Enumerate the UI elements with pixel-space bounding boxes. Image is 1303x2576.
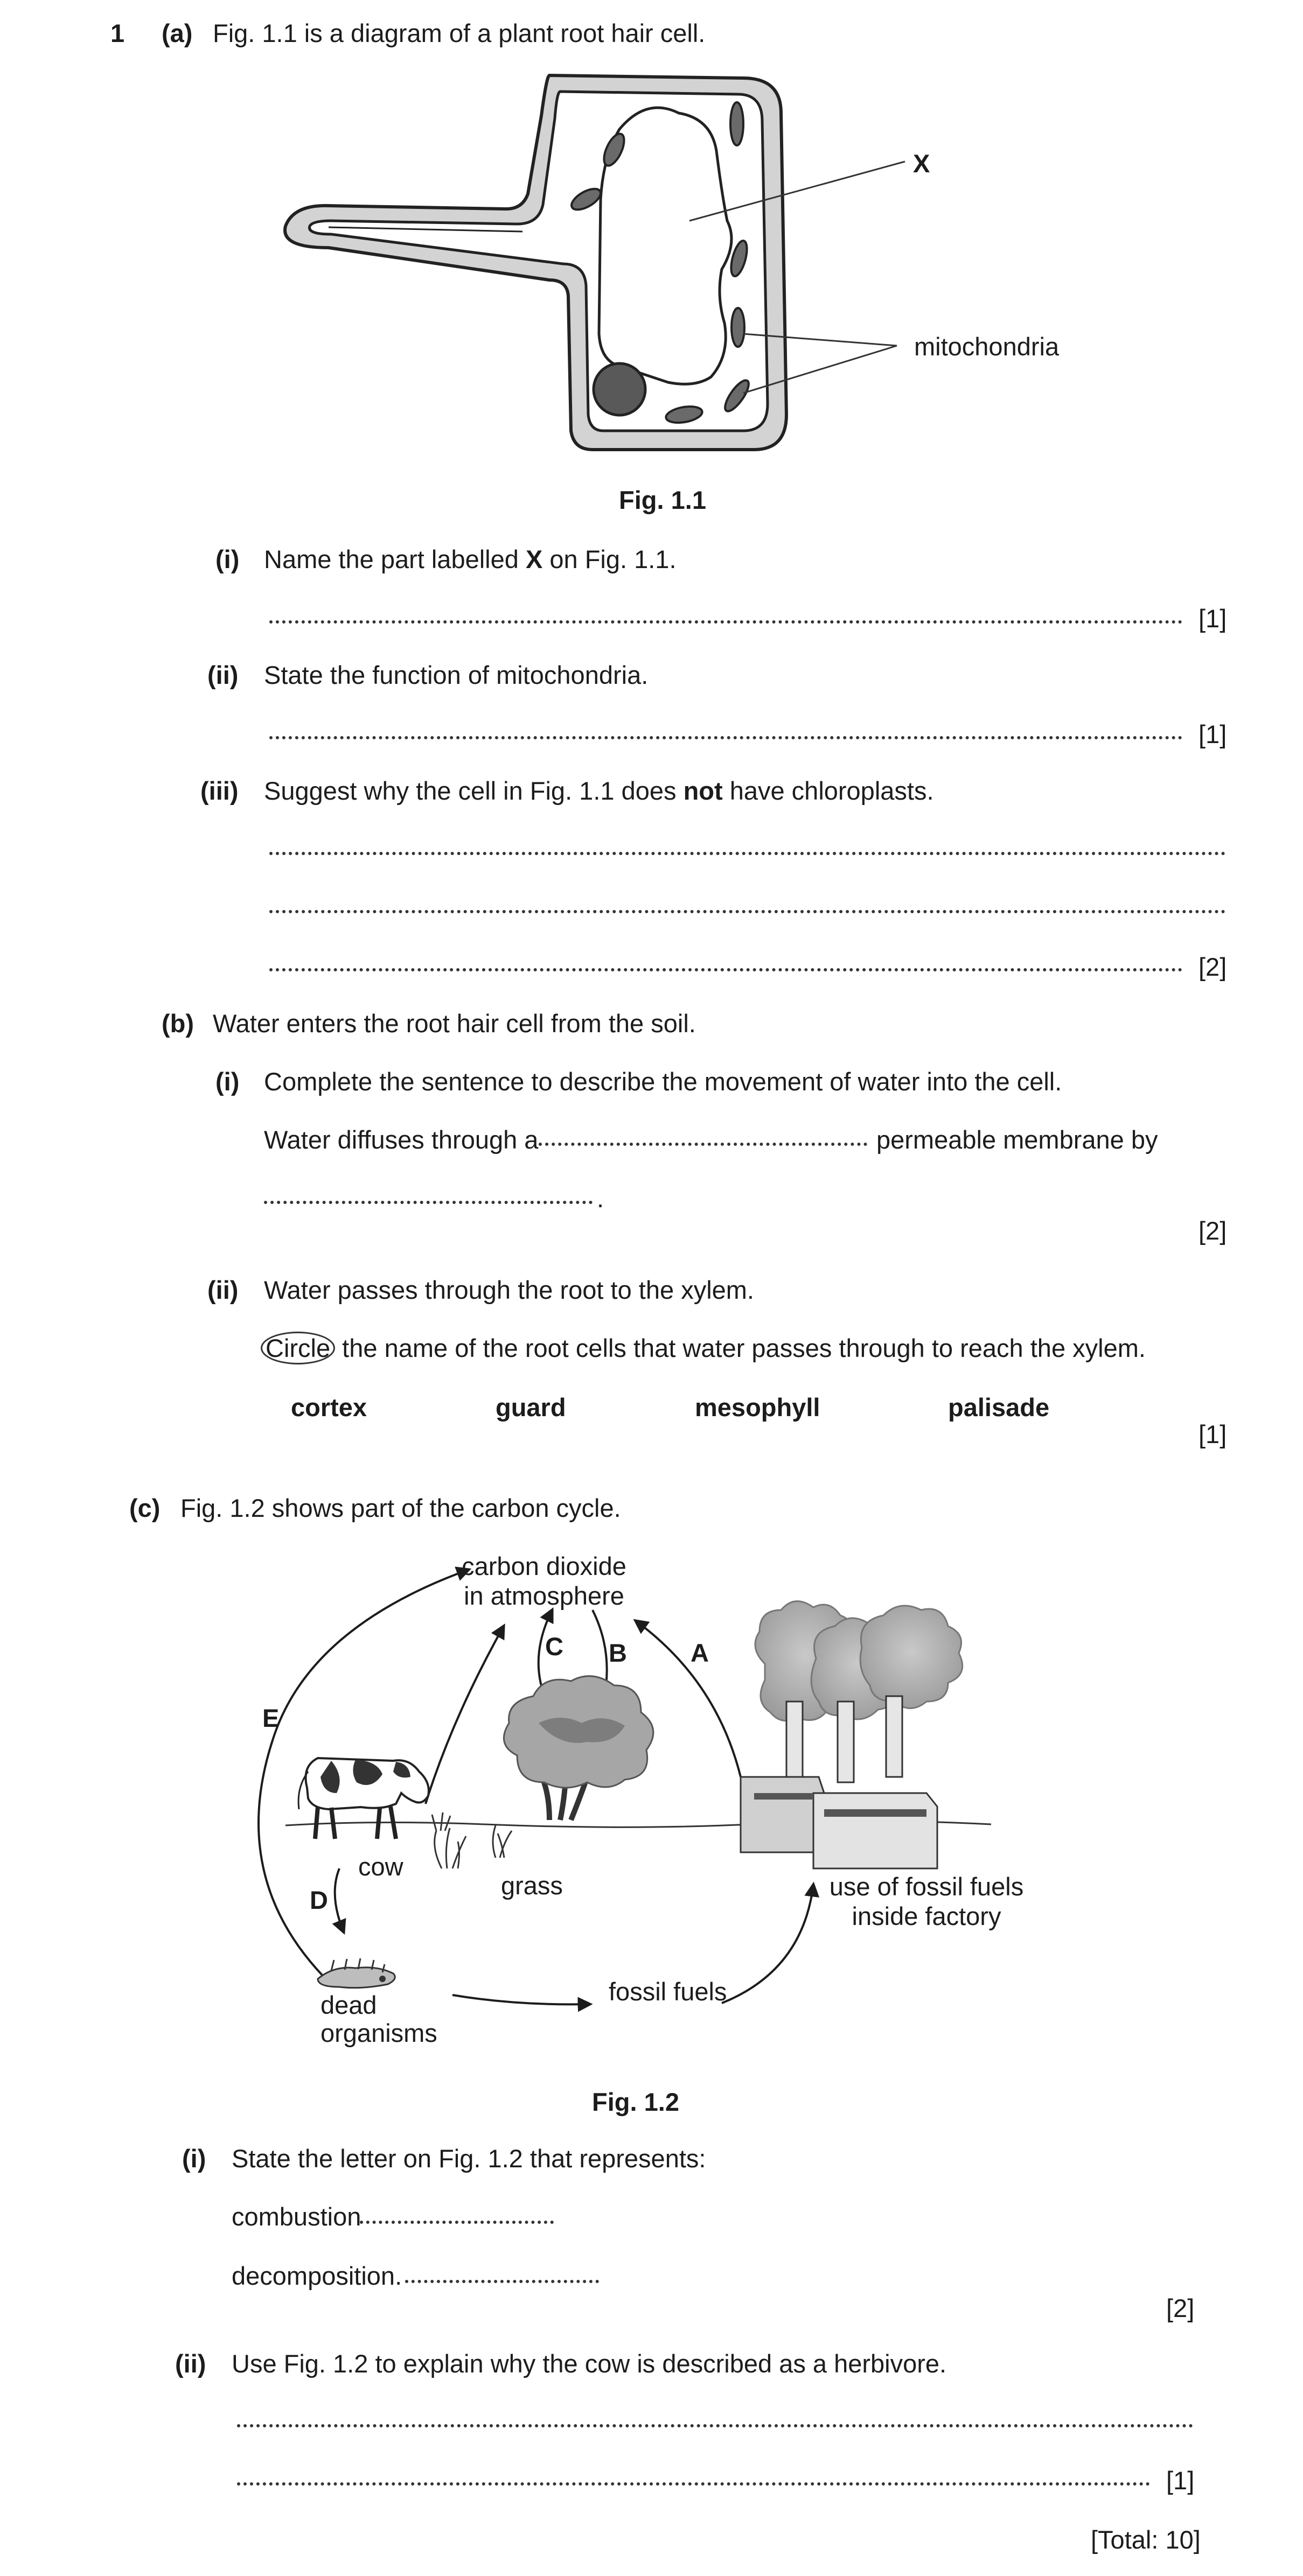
factory-label-line2: inside factory [852,1902,1001,1930]
letter-d: D [310,1886,328,1914]
combustion-answer[interactable] [360,2221,554,2224]
part-b-i-label: (i) [215,1067,240,1096]
dead-organisms-illustration [318,1958,395,1988]
mark-allocation: [1] [1166,2466,1195,2495]
circle-instruction: Circle the name of the root cells that water passes through to reach the xylem. [265,1332,1146,1364]
cow-illustration [298,1758,429,1839]
part-c-intro: Fig. 1.2 shows part of the carbon cycle. [180,1494,621,1522]
part-b-ii-label: (ii) [207,1276,239,1304]
cow-label: cow [358,1852,403,1881]
circle-word: Circle [261,1332,335,1364]
arrow-to-fossil-fuels [452,1995,590,2004]
dead-label-line1: dead [320,1991,377,2019]
decomposition-answer[interactable] [405,2280,599,2283]
label-mitochondria: mitochondria [914,332,1060,361]
fig-1-1-caption: Fig. 1.1 [619,486,706,514]
factory-label-line1: use of fossil fuels [829,1872,1024,1901]
option-mesophyll[interactable]: mesophyll [695,1393,820,1422]
arrow-a [636,1621,741,1777]
mark-allocation: [1] [1199,720,1227,748]
grass-illustration [432,1812,512,1868]
co2-label-line2: in atmosphere [464,1581,624,1610]
answer-line[interactable] [269,852,1225,855]
letter-b: B [609,1639,627,1667]
letter-a: A [691,1639,709,1667]
letter-c: C [545,1632,563,1661]
part-a-iii-question: Suggest why the cell in Fig. 1.1 does not have chloroplasts. [264,776,934,805]
fossil-fuels-label: fossil fuels [609,1977,727,2006]
arrow-cow-respiration [426,1626,504,1804]
part-a-label: (a) [162,19,193,47]
grass-label: grass [501,1871,563,1900]
part-c-ii-question: Use Fig. 1.2 to explain why the cow is described as a herbivore. [232,2349,947,2378]
sentence-part-1: Water diffuses through a [264,1125,539,1154]
decomposition-label: decomposition. [232,2262,402,2290]
total-marks: [Total: 10] [1091,2525,1201,2554]
mitochondrion [731,308,744,347]
mark-allocation: [2] [1199,953,1227,981]
mark-allocation: [1] [1199,604,1227,633]
part-a-ii-question: State the function of mitochondria. [264,661,649,689]
part-b-intro: Water enters the root hair cell from the soil. [213,1009,696,1038]
answer-line[interactable] [237,2482,1150,2486]
option-cortex[interactable]: cortex [291,1393,367,1422]
question-number: 1 [110,19,125,47]
mitochondrion [730,102,743,145]
answer-line[interactable] [269,910,1225,913]
part-b-i-question: Complete the sentence to describe the movement of water into the cell. [264,1067,1062,1096]
option-guard[interactable]: guard [496,1393,566,1422]
arrow-to-factory [722,1885,813,2003]
part-c-i-question: State the letter on Fig. 1.2 that represents: [232,2144,706,2173]
dead-label-line2: organisms [320,2019,437,2047]
blank-1[interactable] [539,1143,867,1146]
part-c-ii-label: (ii) [175,2349,206,2378]
part-c-label: (c) [129,1494,161,1522]
label-x: X [913,149,930,178]
answer-line[interactable] [269,968,1182,971]
tree-illustration [504,1676,653,1820]
part-a-intro: Fig. 1.1 is a diagram of a plant root hair cell. [213,19,706,47]
sentence-part-2: permeable membrane by [876,1125,1158,1154]
co2-label-line1: carbon dioxide [462,1552,626,1580]
part-b-ii-question: Water passes through the root to the xylem. [264,1276,754,1304]
combustion-label: combustion [232,2202,361,2231]
answer-line[interactable] [237,2424,1193,2427]
mark-allocation: [2] [1166,2294,1195,2322]
factory-illustration [741,1601,963,1868]
part-a-iii-label: (iii) [200,776,239,805]
sentence-end: . [597,1184,604,1213]
part-a-i-label: (i) [215,545,240,573]
fig-1-2-caption: Fig. 1.2 [592,2088,679,2116]
option-palisade[interactable]: palisade [948,1393,1050,1422]
arrow-d [335,1868,344,1932]
part-a-ii-label: (ii) [207,661,239,689]
part-a-i-question: Name the part labelled X on Fig. 1.1. [264,545,677,573]
answer-line[interactable] [269,620,1182,624]
nucleus [594,363,645,415]
mark-allocation: [2] [1199,1216,1227,1245]
blank-2[interactable] [264,1201,593,1204]
part-b-label: (b) [162,1009,194,1038]
part-c-i-label: (i) [182,2144,206,2173]
letter-e: E [262,1704,280,1732]
root-hair-cell-diagram [269,65,1077,463]
mark-allocation: [1] [1199,1420,1227,1448]
answer-line[interactable] [269,736,1182,739]
